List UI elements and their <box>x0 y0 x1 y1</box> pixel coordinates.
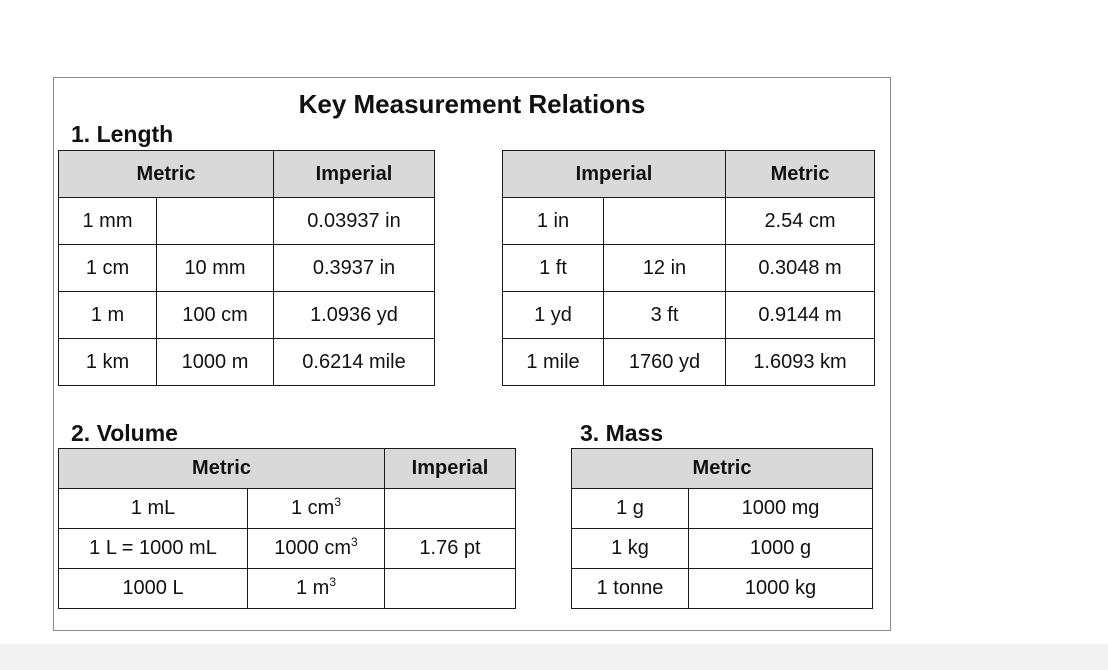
table-row <box>503 292 875 339</box>
table-row <box>59 198 435 245</box>
unit-text: 1 cm <box>290 497 335 519</box>
table-row <box>572 569 873 609</box>
table-cell <box>248 489 385 529</box>
exponent: 3 <box>351 535 358 549</box>
table-cell: 1 in <box>503 198 604 245</box>
table-cell: 0.03937 in <box>274 198 435 245</box>
table-cell: 1 mile <box>503 339 604 386</box>
table-cell: 1 L = 1000 mL <box>59 529 248 569</box>
table-cell: 1.0936 yd <box>274 292 435 339</box>
table-cell <box>385 489 516 529</box>
table-cell: 0.9144 m <box>726 292 875 339</box>
table-cell: 1 mL <box>59 489 248 529</box>
table-cell: 1000 g <box>689 529 873 569</box>
table-cell: 0.3937 in <box>274 245 435 292</box>
mass-heading: 3. Mass <box>580 420 664 446</box>
table-row <box>59 569 516 609</box>
table-cell: 1 kg <box>572 529 689 569</box>
table-header-row <box>572 449 873 489</box>
column-header-imperial: Imperial <box>385 449 516 489</box>
table-row <box>59 529 516 569</box>
table-cell: 1 cm <box>59 245 157 292</box>
column-header-metric: Metric <box>59 151 274 198</box>
table-cell: 1000 L <box>59 569 248 609</box>
column-header-metric: Metric <box>726 151 875 198</box>
table-cell: 1000 kg <box>689 569 873 609</box>
column-header-metric: Metric <box>572 449 873 489</box>
table-row <box>59 339 435 386</box>
table-cell: 1760 yd <box>604 339 726 386</box>
table-cell: 1 yd <box>503 292 604 339</box>
table-cell: 1 km <box>59 339 157 386</box>
unit-text: 1 m <box>295 577 330 599</box>
column-header-imperial: Imperial <box>274 151 435 198</box>
table-cell <box>385 569 516 609</box>
table-cell: 1 g <box>572 489 689 529</box>
length-imperial-to-metric-table <box>502 150 875 386</box>
table-cell: 1000 m <box>157 339 274 386</box>
table-header-row <box>59 151 435 198</box>
table-header-row <box>59 449 516 489</box>
table-row <box>59 292 435 339</box>
volume-heading: 2. Volume <box>71 420 178 446</box>
table-row <box>572 529 873 569</box>
volume-table <box>58 448 516 609</box>
table-cell: 3 ft <box>604 292 726 339</box>
table-row <box>503 339 875 386</box>
table-cell: 2.54 cm <box>726 198 875 245</box>
table-row <box>572 489 873 529</box>
exponent: 3 <box>334 495 342 509</box>
table-cell: 1 mm <box>59 198 157 245</box>
table-cell: 10 mm <box>157 245 274 292</box>
table-cell: 1 m <box>59 292 157 339</box>
table-cell <box>157 198 274 245</box>
unit-text: 1000 cm <box>274 537 352 559</box>
column-header-imperial: Imperial <box>503 151 726 198</box>
page-title: Key Measurement Relations <box>298 89 646 119</box>
exponent: 3 <box>329 575 337 589</box>
table-cell: 1.76 pt <box>385 529 516 569</box>
length-metric-to-imperial-table <box>58 150 435 386</box>
viewer-background-strip <box>0 644 1108 670</box>
table-cell: 1 ft <box>503 245 604 292</box>
table-cell: 100 cm <box>157 292 274 339</box>
length-heading: 1. Length <box>71 121 174 147</box>
table-row <box>503 245 875 292</box>
mass-table <box>571 448 873 609</box>
table-row <box>503 198 875 245</box>
table-header-row <box>503 151 875 198</box>
table-cell <box>248 529 385 569</box>
table-cell: 1000 mg <box>689 489 873 529</box>
table-cell: 0.3048 m <box>726 245 875 292</box>
table-row <box>59 245 435 292</box>
table-cell: 1.6093 km <box>726 339 875 386</box>
table-row <box>59 489 516 529</box>
column-header-metric: Metric <box>59 449 385 489</box>
table-cell: 12 in <box>604 245 726 292</box>
table-cell: 1 tonne <box>572 569 689 609</box>
table-cell <box>604 198 726 245</box>
table-cell <box>248 569 385 609</box>
table-cell: 0.6214 mile <box>274 339 435 386</box>
